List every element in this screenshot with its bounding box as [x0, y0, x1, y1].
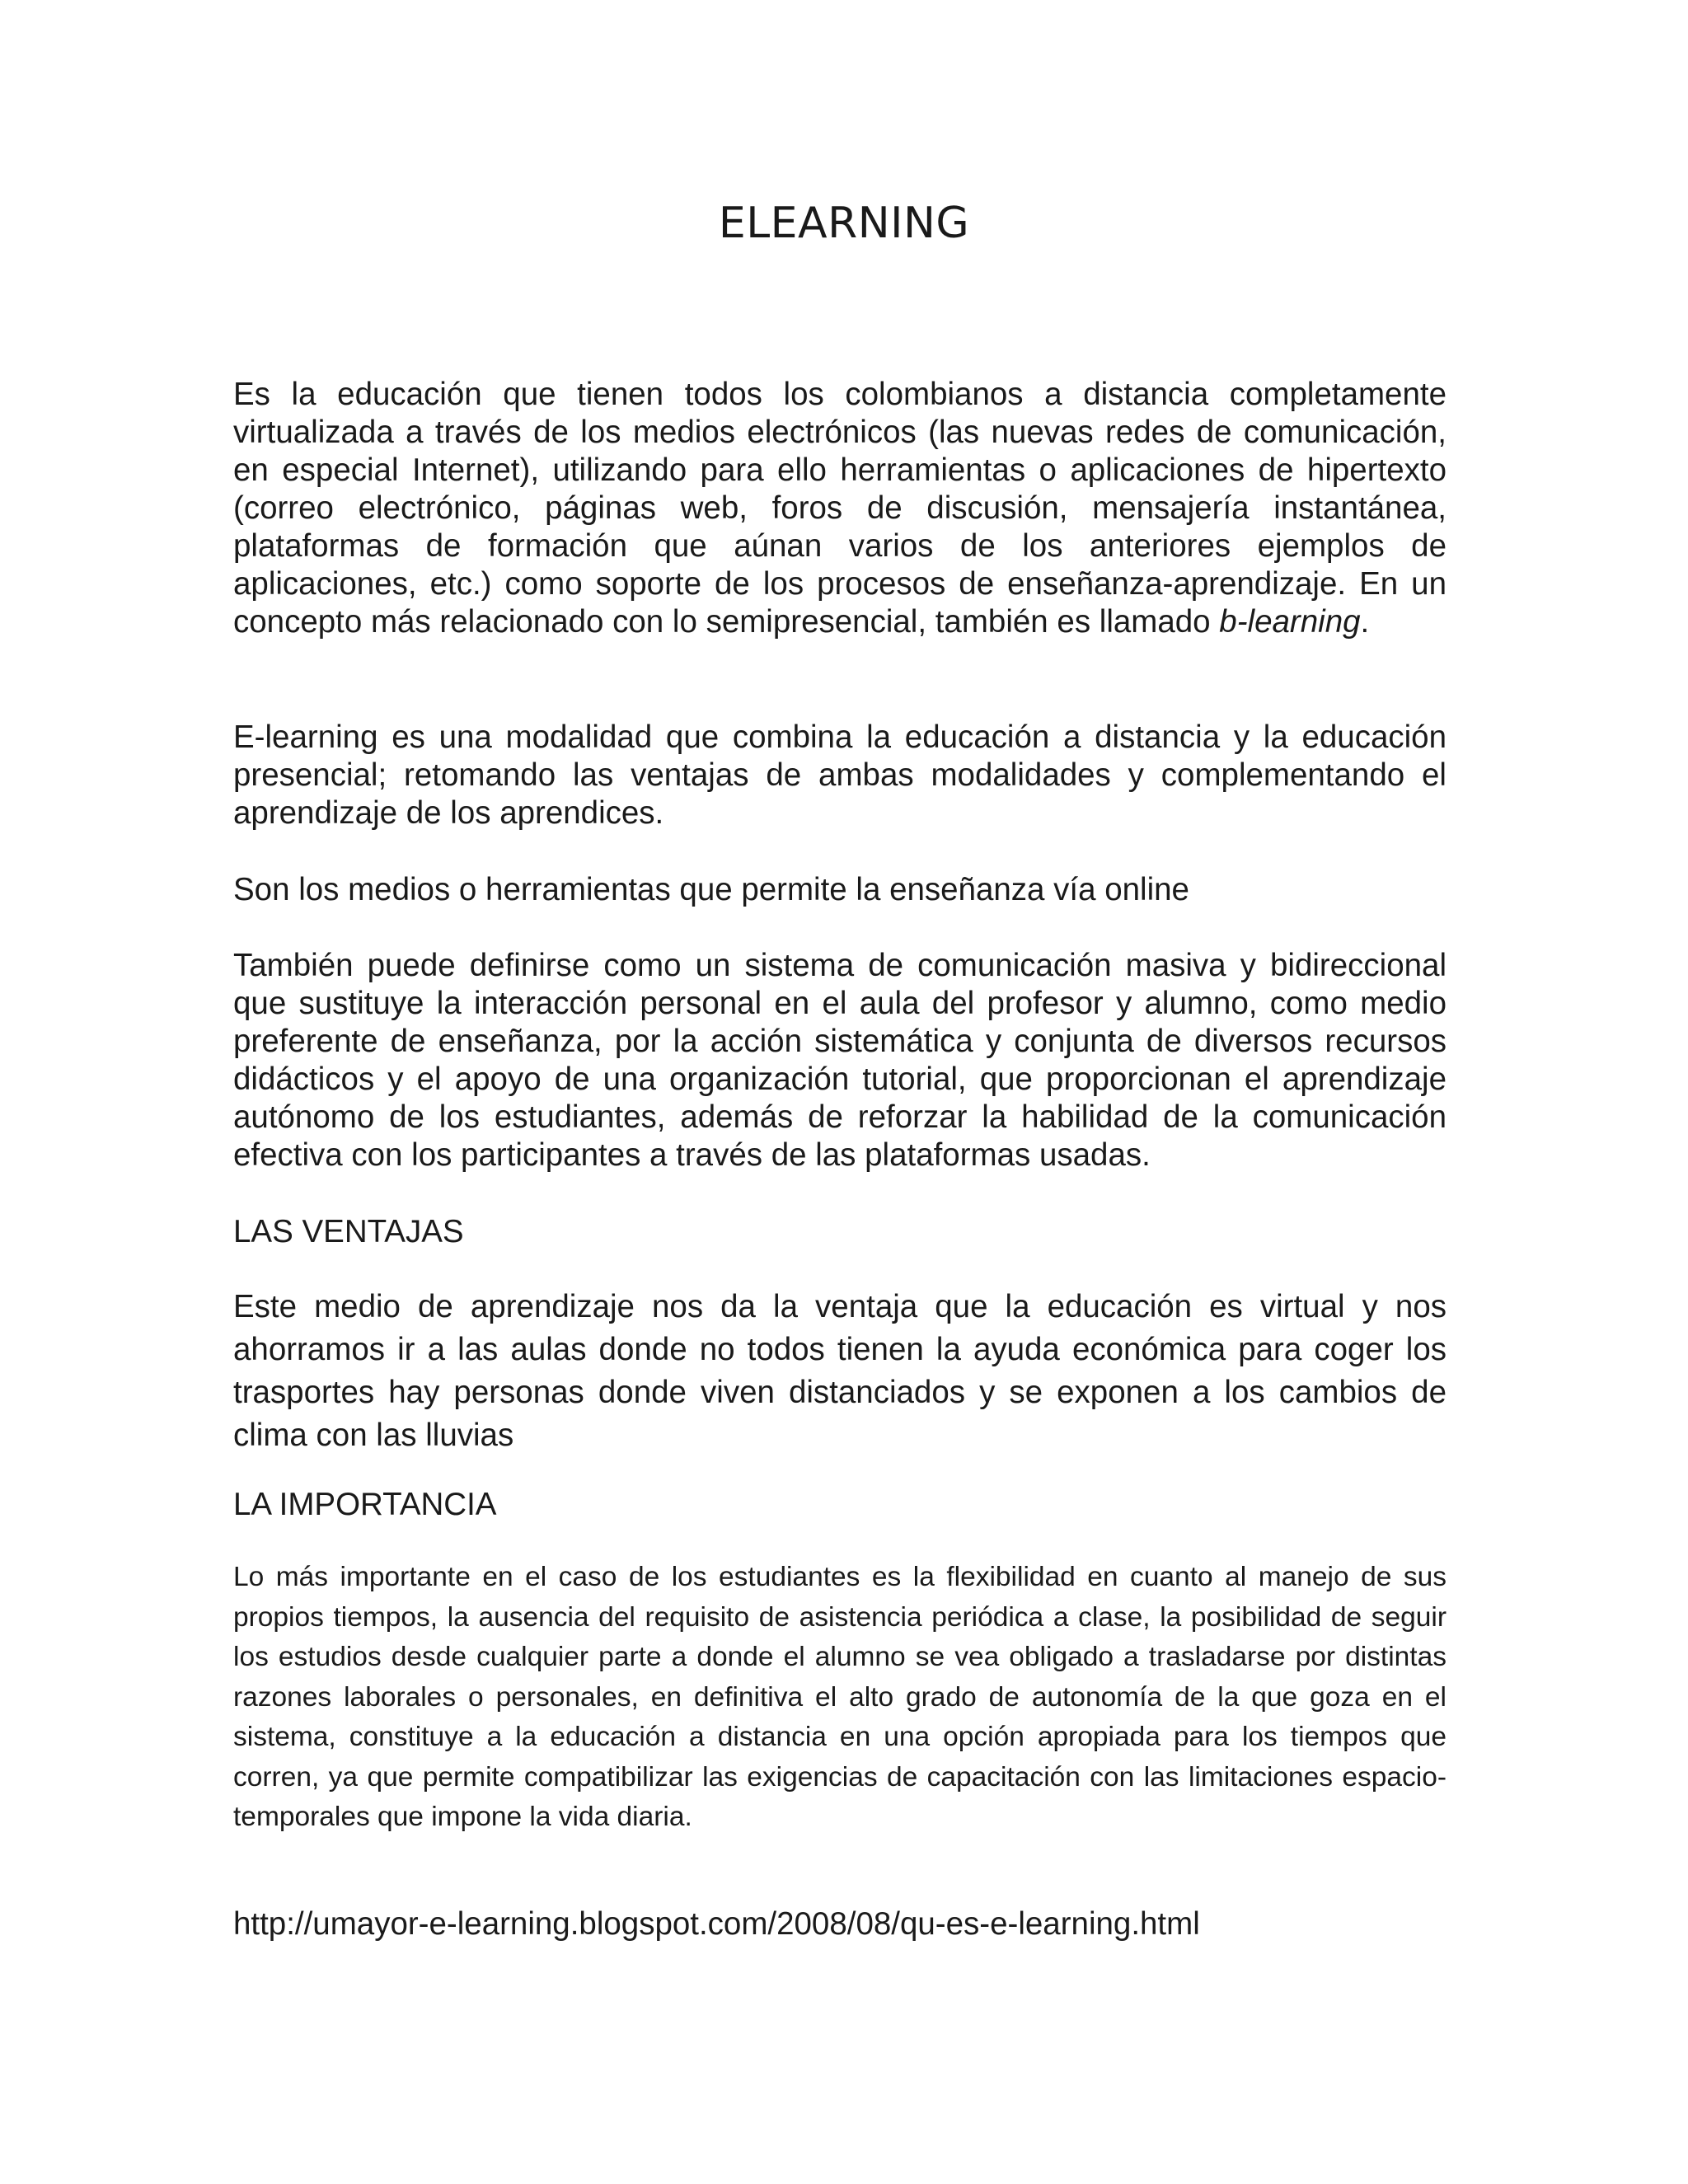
paragraph-importancia: Lo más importante en el caso de los estudiantes es la flexibilidad en cuanto al manejo de sus propios tiempos, la ausencia del requisito de asistencia periódica a clase, la posibilidad de seguir los estudios desde cualquier parte a donde el alumno se vea obligado a trasladarse por distintas razones laborales o personales, en definitiva el alto grado de autonomía de la que goza en el sistema, constituye a la educación a distancia en una opción apropiada para los tiempos que corren, ya que permite compatibilizar las exigencias de capacitación con las limitaciones espacio-temporales que impone la vida diaria. — [233, 1562, 1447, 1832]
b-learning-term: b-learning — [1219, 604, 1361, 640]
heading-ventajas: LAS VENTAJAS — [233, 1214, 464, 1249]
paragraph-ventajas: Este medio de aprendizaje nos da la ventaja que la educación es virtual y nos ahorramos ir a las aulas donde no todos tienen la ayuda económica para coger los trasportes hay personas donde viven distanciados y se exponen a los cambios de clima con las lluvias — [233, 1289, 1447, 1453]
paragraph-definition-text: Es la educación que tienen todos los colombianos a distancia completamente virtualizada a través de los medios electrónicos (las nuevas redes de comunicación, en especial Internet), utilizando para ello herramientas o aplicaciones de hipertexto (correo electrónico, páginas web, foros de discusión, mensajería instantánea, plataformas de formación que aúnan varios de los anteriores ejemplos de aplicaciones, etc.) como soporte de los procesos de enseñanza-aprendizaje. En un concepto más relacionado con lo semipresencial, también es llamado — [233, 377, 1447, 640]
paragraph-definition-end: . — [1360, 604, 1370, 640]
paragraph-medios: Son los medios o herramientas que permite la enseñanza vía online — [233, 872, 1189, 907]
heading-importancia: LA IMPORTANCIA — [233, 1487, 497, 1522]
paragraph-sistema: También puede definirse como un sistema de comunicación masiva y bidireccional que sustituye la interacción personal en el aula del profesor y alumno, como medio preferente de enseñanza, por la acción sistemática y conjunta de diversos recursos didácticos y el apoyo de una organización tutorial, que proporcionan el aprendizaje autónomo de los estudiantes, además de reforzar la habilidad de la comunicación efectiva con los participantes a través de las plataformas usadas. — [233, 948, 1447, 1173]
document-title: ELEARNING — [718, 199, 970, 248]
paragraph-modalidad: E-learning es una modalidad que combina la educación a distancia y la educación presencial; retomando las ventajas de ambas modalidades y complementando el aprendizaje de los aprendices. — [233, 719, 1447, 831]
source-url: http://umayor-e-learning.blogspot.com/2008/08/qu-es-e-learning.html — [233, 1906, 1200, 1942]
paragraph-definition — [233, 376, 1447, 641]
